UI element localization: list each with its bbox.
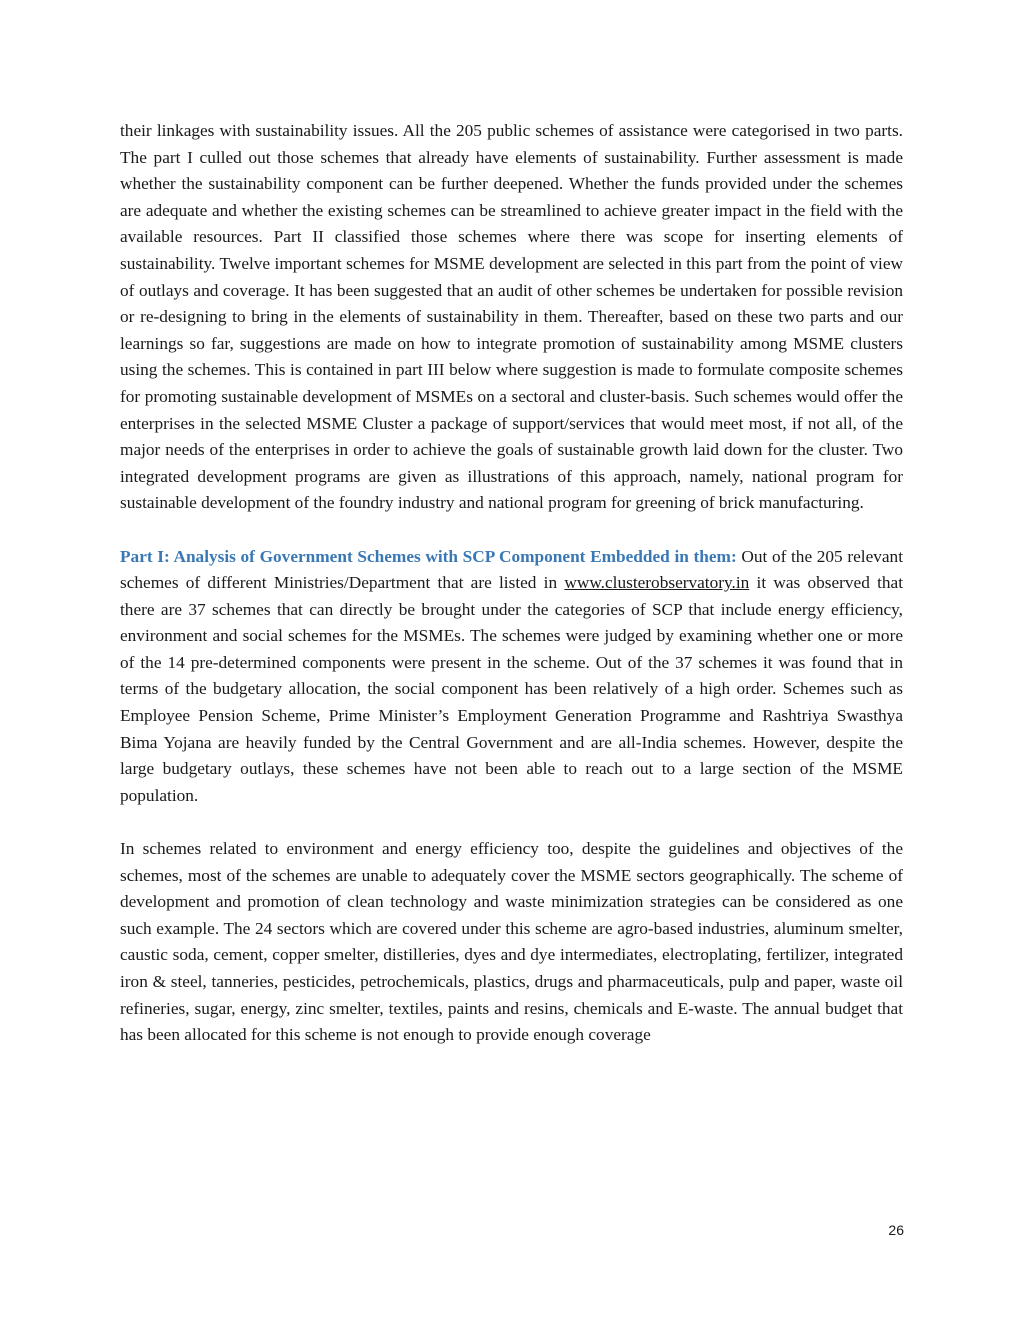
section-heading-part-one: Part I: Analysis of Government Schemes with SCP Component Embedded in them: [120, 546, 737, 566]
paragraph-part-one-lead: Out of the 205 relevant schemes of different Ministries/Department that are listed in [120, 546, 904, 593]
document-body [120, 118, 903, 1075]
paragraph-part-one [120, 544, 903, 810]
cluster-observatory-link[interactable]: www.clusterobservatory.in [564, 573, 750, 593]
paragraph-environment-schemes: In schemes related to environment and energy efficiency too, despite the guidelines and objectives of the schemes, most of the schemes are unable to adequately cover the MSME sectors geographically. The scheme of development and promotion of clean technology and waste minimization strategies can be considered as one such example. The 24 sectors which are covered under this scheme are agro-based industries, aluminum smelter, caustic soda, cement, copper smelter, distilleries, dyes and dye intermediates, electroplating, fertilizer, integrated iron & steel, tanneries, pesticides, petrochemicals, plastics, drugs and pharmaceuticals, pulp and paper, waste oil refineries, sugar, energy, zinc smelter, textiles, paints and resins, chemicals and E-waste. The annual budget that has been allocated for this scheme is not enough to provide enough coverage [120, 839, 903, 1045]
paragraph-part-one-body: it was observed that there are 37 schemes that can directly be brought under the categories of SCP that include energy efficiency, environment and social schemes for the MSMEs. The schemes were judged by examining whether one or more of the 14 pre-determined components were present in the scheme. Out of the 37 schemes it was found that in terms of the budgetary allocation, the social component has been relatively of a high order. Schemes such as Employee Pension Scheme, Prime Minister’s Employment Generation Programme and Rashtriya Swasthya Bima Yojana are heavily funded by the Central Government and are all-India schemes. However, despite the large budgetary outlays, these schemes have not been able to reach out to a large section of the MSME population. [120, 573, 903, 805]
page-number: 26 [888, 1222, 904, 1238]
paragraph-intro: their linkages with sustainability issues. All the 205 public schemes of assistance were categorised in two parts. The part I culled out those schemes that already have elements of sustainability. Further assessment is made whether the sustainability component can be further deepened. Whether the funds provided under the schemes are adequate and whether the existing schemes can be streamlined to achieve greater impact in the field with the available resources. Part II classified those schemes where there was scope for inserting elements of sustainability. Twelve important schemes for MSME development are selected in this part from the point of view of outlays and coverage. It has been suggested that an audit of other schemes be undertaken for possible revision or re-designing to bring in the elements of sustainability in them. Thereafter, based on these two parts and our learnings so far, suggestions are made on how to integrate promotion of sustainability among MSME clusters using the schemes. This is contained in part III below where suggestion is made to formulate composite schemes for promoting sustainable development of MSMEs on a sectoral and cluster-basis. Such schemes would offer the enterprises in the selected MSME Cluster a package of support/services that would meet most, if not all, of the major needs of the enterprises in order to achieve the goals of sustainable growth laid down for the cluster. Two integrated development programs are given as illustrations of this approach, namely, national program for sustainable development of the foundry industry and national program for greening of brick manufacturing. [120, 121, 903, 513]
